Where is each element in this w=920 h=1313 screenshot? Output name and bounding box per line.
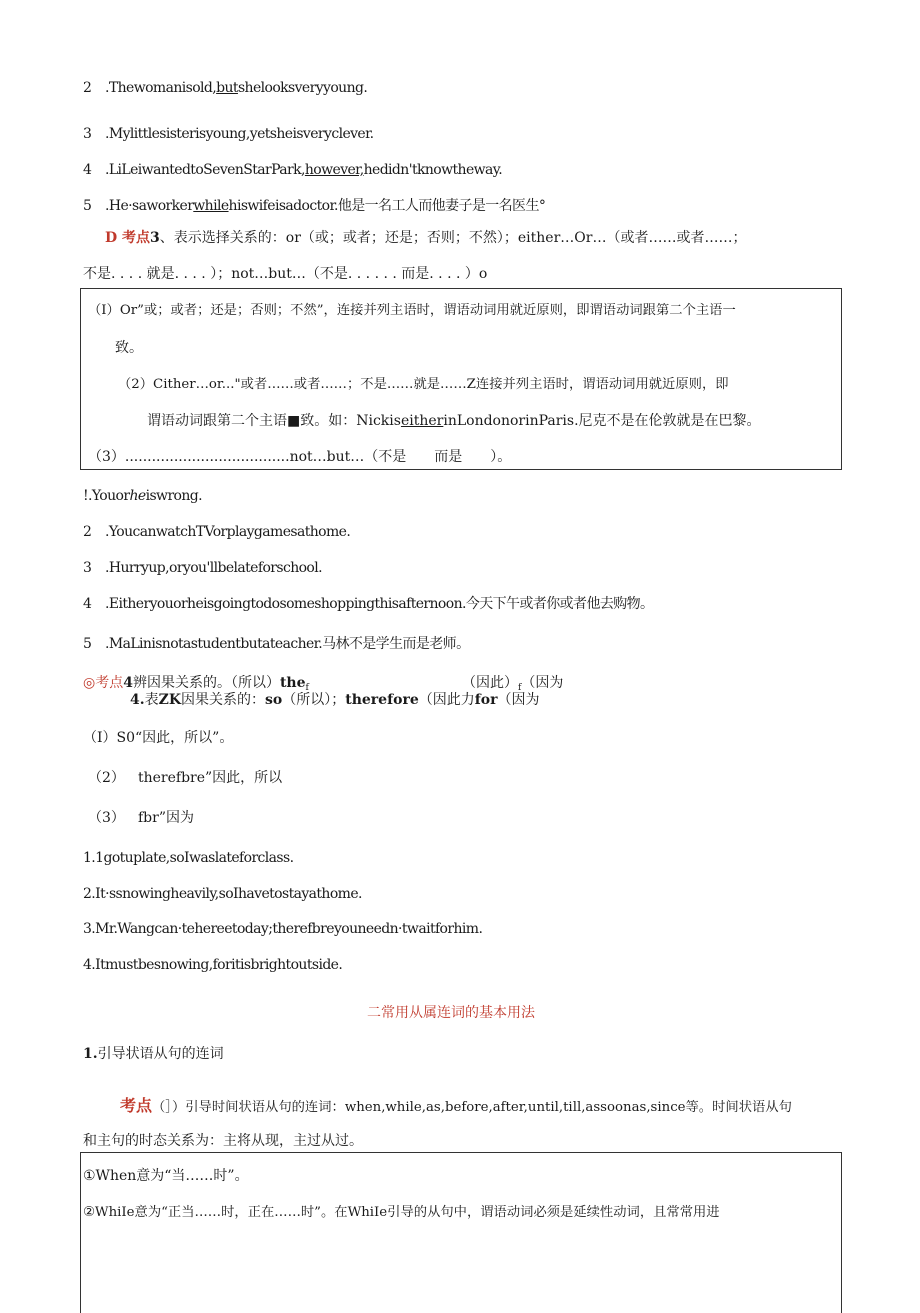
underlined-conjunction: but [216,80,238,96]
reason-text: therefbre”因此，所以 [138,770,283,786]
kaodian-marker: 考点 [120,1096,153,1115]
example-number: 3 [83,126,92,142]
example-text: .He·saworker [105,198,194,214]
kaodian-3-line2 [83,265,487,283]
example-text: hiswifeisadoctor.他是一名工人而他妻子是一名医生° [228,198,546,214]
kaodian-marker: D 考点 [105,230,151,246]
kaodian-text: 辨因果关系的。（所以） [132,675,280,691]
kaodian-term: ZK [158,692,182,708]
example-or-1 [83,487,202,505]
example-number: 5 [83,636,92,652]
box1-row2a: （2）Cither…or..."或者……或者……；不是……就是……Z连接并列主语时，谓语动词用就近原则，即 [118,377,729,392]
reason-number: （2） [88,770,125,786]
kaodian-term: the [279,675,306,691]
underlined-conjunction: however, [304,162,364,178]
kaodian-text: （所以）； [282,692,346,708]
example-text: .Hurryup,oryou'llbelateforschool. [105,560,322,576]
example-number: 2 [83,524,92,540]
box1-row3: （3）.....................................not…but…（不是 而是 ）。 [88,449,512,465]
kaodian-marker: ◎考点 [83,675,124,691]
kaodian-text: 、表示选择关系的：or（或；或者；还是；否则；不然）；either…Or…（或者……或者……； [159,230,747,246]
kaodian-text: 不是. . . . 就是. . . . ）；not…but…（不是. . . . . . 而是. . . . ）o [83,266,488,282]
example-number: 4 [83,162,92,178]
example-text: hedidn'tknowtheway. [363,162,503,178]
kaodian-text: 因果关系的： [181,692,266,708]
kaodian-1-line1 [120,1097,792,1117]
example-number: 5 [83,198,92,214]
subsection-text: 引导状语从句的连词 [97,1046,224,1062]
example-text: iswrong. [145,488,202,504]
reason-1: （I）S0“因此，所以”。 [83,730,234,746]
example-or-3 [83,559,322,577]
kaodian-number: 4. [130,692,145,708]
subsection-number: 1. [83,1046,98,1062]
kaodian-term: so [265,692,283,708]
kaodian-text: （］）引导时间状语从句的连词：when,while,as,before,after,until,till,assoonas,since等。时间状语从句 [152,1100,792,1115]
subsection-title [83,1045,224,1063]
kaodian-text: （因为 [497,692,540,708]
box2-row1: ①When意为“当……时”。 [83,1168,249,1184]
kaodian-sub: f [518,683,522,693]
kaodian-4-line-b [130,691,539,709]
box-text: 谓语动词跟第二个主语■致。如：Nickis [147,413,401,429]
example-text: .YoucanwatchTVorplaygamesathome. [105,524,351,540]
example-cause-4: 4.Itmustbesnowing,foritisbrightoutside. [83,957,343,973]
example-and-3 [83,125,374,143]
example-cause-2: 2.It·ssnowingheavily,soIhavetostayathome. [83,886,362,902]
example-text: .Youor [88,488,130,504]
example-cause-1: 1.1gotuplate,soIwaslateforclass. [83,850,294,866]
reason-number: （3） [88,810,125,826]
example-text: .MaLinisnotastudentbutateacher.马林不是学生而是老师。 [105,636,470,652]
example-and-5 [83,197,545,215]
box1-row1b: 致。 [115,340,143,356]
kaodian-number: 4 [123,675,133,691]
example-cause-3: 3.Mr.Wangcan·tehereetoday;therefbreyouneedn·twaitforhim. [83,921,483,937]
example-number: 2 [83,80,92,96]
box1-row1a: （I）Or”或；或者；还是；否则；不然”，连接并列主语时，谓语动词用就近原则，即谓语动词跟第二个主语一 [88,303,736,318]
kaodian-sub: f [305,683,309,693]
reason-text: fbr”因为 [138,810,194,826]
kaodian-number: 3 [150,230,160,246]
underlined-conjunction: either [400,413,444,429]
kaodian-text: （因为 [521,675,564,691]
example-text: he [129,488,146,504]
reason-2 [88,769,282,787]
example-text: .Thewomanisold, [105,80,217,96]
box-text: inLondonorinParis.尼克不是在伦敦就是在巴黎。 [443,413,761,429]
kaodian-term: for [474,692,498,708]
example-text: .LiLeiwantedtoSevenStarPark, [105,162,305,178]
example-text: .Mylittlesisterisyoung,yetsheisveryclever. [105,126,374,142]
section-heading: 二常用从属连词的基本用法 [367,1005,535,1021]
example-or-2 [83,523,350,541]
reason-3 [88,809,194,827]
kaodian-text: （因此力 [418,692,475,708]
box1-row2b [147,412,761,430]
example-text: .Eitheryouorheisgoingtodosomeshoppingthisafternoon.今天下午或者你或者他去购物。 [105,596,654,612]
kaodian-term: therefore [345,692,419,708]
example-text: shelooksveryyoung. [237,80,368,96]
kaodian-text: （因此） [462,675,518,691]
kaodian-1-line2: 和主句的时态关系为：主将从现，主过从过。 [83,1133,363,1149]
kaodian-text: 表 [144,692,159,708]
example-or-4 [83,595,653,613]
example-and-4 [83,161,502,179]
box2-row2: ②WhiIe意为“正当……时，正在……时”。在WhiIe引导的从句中，谓语动词必须是延续性动词，且常常用进 [83,1205,720,1220]
underlined-conjunction: while [193,198,229,214]
example-and-2 [83,79,367,97]
kaodian-3-line1 [105,229,746,247]
example-number: 4 [83,596,92,612]
example-number: 3 [83,560,92,576]
example-or-5 [83,635,469,653]
example-number: ! [83,488,89,504]
